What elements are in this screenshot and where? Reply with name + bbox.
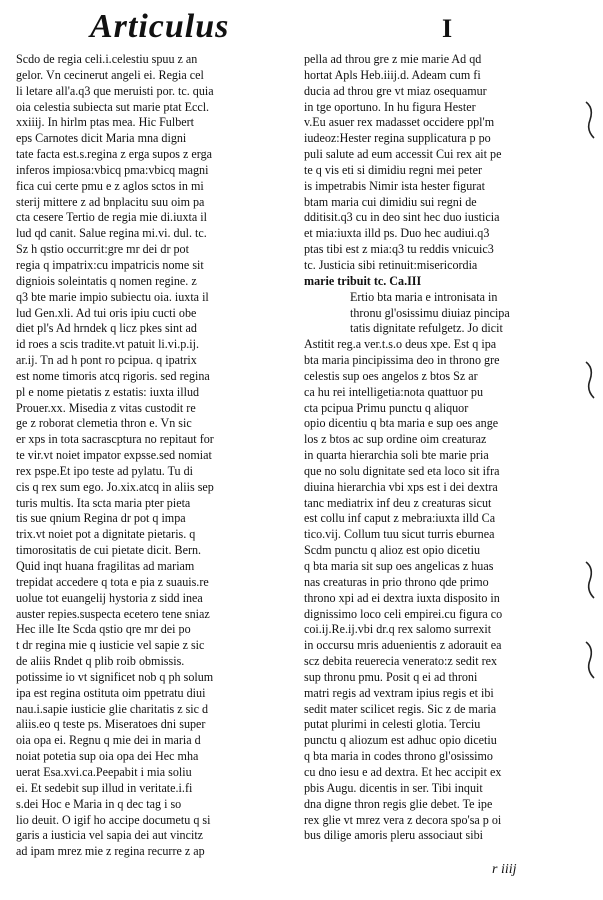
text-line: timorositatis de cui pietate dicit. Bern. bbox=[16, 543, 202, 558]
text-line: btam maria cui dimidiu sui regni de bbox=[304, 194, 477, 209]
text-line: thronu gl'osissimu diuiaz pincipa bbox=[350, 305, 510, 320]
text-line: tate facta est.s.regina z erga supos z erga bbox=[16, 147, 212, 162]
folio-number: I bbox=[442, 14, 453, 43]
text-line: q bta maria sit sup oes angelicas z huas bbox=[304, 559, 494, 573]
text-line: ca hu rei intelligetia:nota quattuor pu bbox=[304, 384, 483, 399]
text-line: Sz h qstio occurrit:gre mr dei dr pot bbox=[16, 242, 189, 257]
text-line: hortat Apls Heb.iiij.d. Adeam cum fi bbox=[304, 67, 481, 82]
text-line: matri regis ad vextram ipius regis et ibi bbox=[304, 685, 494, 700]
text-line: sterij mittere z ad bnplacitu suu oim pa bbox=[16, 194, 205, 209]
text-line: ptas tibi est z mia:q3 tu reddis vnicuic3 bbox=[304, 242, 494, 257]
text-line: te q vis eti si dimidiu regni mei peter bbox=[304, 162, 483, 177]
text-line: sedit mater scilicet regis. Sic z de maria bbox=[304, 701, 497, 716]
running-head: Articulus bbox=[90, 8, 230, 45]
text-line: auster repies.suspecta ecetero tene sniaz bbox=[16, 606, 210, 621]
text-line: in quarta hierarchia soli bte marie pria bbox=[304, 448, 489, 463]
text-line: gelor. Vn cecinerut angeli ei. Regia cel bbox=[16, 67, 204, 82]
text-line: xxiiij. In hirlm ptas mea. Hic Fulbert bbox=[16, 115, 195, 130]
text-line: los z btos ac sup ordine oim creaturaz bbox=[304, 432, 487, 447]
text-line: nas creaturas in prio throno qde primo bbox=[304, 574, 489, 589]
text-line: rex pspe.Et ipo teste ad pylatu. Tu di bbox=[16, 463, 194, 478]
text-line: diuina hierarchia vbi xps est i dei dextra bbox=[304, 479, 498, 494]
text-line: sup thronu pmu. Posit q ei ad throni bbox=[304, 669, 478, 684]
text-line: tc. Justicia sibi retinuit:misericordia bbox=[304, 257, 478, 272]
text-line: te vir.vt noiet impator expsse.sed nomiat bbox=[16, 448, 212, 463]
text-line: dna digne thron regis glie debet. Te ipe bbox=[304, 796, 493, 811]
text-line: bus dilige amoris pleru associaut sibi bbox=[304, 828, 484, 843]
text-line: punctu q aliozum est adhuc opio dicetiu bbox=[304, 733, 497, 748]
text-line: dignissimo loco celi empirei.cu figura co bbox=[304, 606, 503, 621]
text-line: turis multis. Ita scta maria pter pieta bbox=[16, 495, 191, 510]
text-line: putat plurimi in celesti glotia. Terciu bbox=[304, 717, 481, 732]
text-line: oia opa ei. Regnu q mie dei in maria d bbox=[16, 733, 201, 748]
text-line: potissime io vt significet nob q ph solum bbox=[16, 669, 214, 684]
text-line: regia q impatrix:cu impatricis nome sit bbox=[16, 257, 204, 272]
text-line: de aliis Rndet q plib roib obmissis. bbox=[16, 654, 185, 669]
text-line: ipa est regina ostituta oim ppetratu diui bbox=[16, 685, 206, 700]
text-line: que no solu dignitate sed eta loco sit ifra bbox=[304, 463, 500, 478]
text-line: iudeoz:Hester regina supplicatura p po bbox=[304, 131, 491, 146]
text-line: ducia ad throu gre vt miaz osequamur bbox=[304, 83, 487, 98]
text-line: Hec ille Ite Scda qstio qre mr dei po bbox=[16, 622, 191, 637]
text-line: ge z roborat clemetia thron e. Vn sic bbox=[16, 416, 192, 431]
text-line: est collu inf caput z mebra:iuxta illd Ca bbox=[304, 511, 496, 526]
text-line: ei. Et sedebit sup illud in veritate.i.fi bbox=[16, 780, 193, 795]
text-line: trix.vt noiet pot a dignitate pietaris. q bbox=[16, 527, 196, 542]
text-line: Scdo de regia celi.i.celestiu spuu z an bbox=[16, 52, 198, 66]
text-line: Astitit reg.a ver.t.s.o deus xpe. Est q ipa bbox=[304, 337, 497, 352]
text-line: in tge oportuno. In hu figura Hester bbox=[304, 99, 476, 114]
text-line: puli salute ad eum accessit Cui rex ait pe bbox=[304, 147, 502, 162]
text-line: s.dei Hoc e Maria in q dec tag i so bbox=[16, 796, 182, 811]
text-line: uolue tot euangelij hystoria z sidd inea bbox=[16, 590, 203, 605]
margin-bracket-mark bbox=[584, 360, 596, 400]
left-column bbox=[16, 52, 288, 860]
text-line: diet pl's Ad hrndek q licz pkes sint ad bbox=[16, 321, 197, 336]
text-line: coi.ij.Re.ij.vbi dr.q rex salomo surrexit bbox=[304, 622, 492, 637]
text-line: Quid inqt huana fragilitas ad mariam bbox=[16, 559, 195, 573]
text-line: ad ipam mrez mie z regina recurre z ap bbox=[16, 844, 205, 859]
text-line: cu dno iesu e ad dextra. Et hec accipit ex bbox=[304, 764, 502, 779]
text-line: digniois soleintatis q nomen regine. z bbox=[16, 273, 197, 288]
text-line: Ertio bta maria e intronisata in bbox=[350, 289, 498, 304]
text-line: bta maria pincipissima deo in throno gre bbox=[304, 353, 500, 368]
text-line: Prouer.xx. Misedia z vitas custodit re bbox=[16, 400, 196, 415]
text-line: celestis sup oes angelos z btos Sz ar bbox=[304, 368, 478, 383]
text-line: scz debita reuerecia venerato:z sedit rex bbox=[304, 654, 498, 669]
margin-bracket-mark bbox=[584, 560, 596, 600]
text-line: opio dicentiu q bta maria e sup oes ange bbox=[304, 416, 499, 431]
text-line: et mia:iuxta illd ps. Duo hec audiui.q3 bbox=[304, 226, 490, 241]
text-line: id roes a scis tradite.vt patuit li.vi.p.ij. bbox=[16, 337, 200, 352]
margin-bracket-mark bbox=[584, 100, 596, 140]
right-column bbox=[304, 52, 576, 844]
text-line: trepidat accedere q tota e pia z suauis.re bbox=[16, 574, 209, 589]
text-line: Scdm punctu q alioz est opio dicetiu bbox=[304, 543, 480, 558]
signature-mark: r iiij bbox=[492, 862, 517, 877]
text-line: garis a iusticia vel sapia dei aut vincitz bbox=[16, 828, 204, 843]
text-line: fica cui certe pmu e z aglos sctos in mi bbox=[16, 178, 204, 193]
text-line: cta pcipua Primu punctu q aliquor bbox=[304, 400, 469, 415]
text-line: lud Gen.xli. Ad tui oris ipiu cucti obe bbox=[16, 305, 197, 320]
text-line: aliis.eo q teste ps. Miseratoes dni super bbox=[16, 717, 206, 732]
text-line: is impetrabis Nimir ista hester figurat bbox=[304, 178, 486, 193]
text-line: eps Carnotes dicit Maria mna digni bbox=[16, 131, 187, 146]
margin-bracket-mark bbox=[584, 640, 596, 680]
text-line: tis sue qnium Regina dr pot q impa bbox=[16, 511, 186, 526]
text-line: v.Eu asuer rex madasset occidere ppl'm bbox=[304, 115, 495, 130]
text-line: noiat potetia sup oia opa dei Hec mha bbox=[16, 749, 199, 764]
text-line: er xps in tota sacrascptura no repitaut for bbox=[16, 432, 214, 447]
text-line: tico.vij. Collum tuu sicut turris eburnea bbox=[304, 527, 495, 542]
text-line: in occursu mris aduenientis z adorauit ea bbox=[304, 638, 502, 653]
text-line: q bta maria in codes throno gl'osissimo bbox=[304, 749, 493, 764]
text-line: uerat Esa.xvi.ca.Peepabit i mia soliu bbox=[16, 764, 192, 779]
text-line: pl e nome pietatis z estatis: iuxta illud bbox=[16, 384, 200, 399]
text-line: cis q rex sum ego. Jo.xix.atcq in aliis sep bbox=[16, 479, 214, 494]
text-line: lio deuit. O igif ho accipe documetu q si bbox=[16, 812, 211, 827]
text-line: li letare all'a.q3 que meruisti por. tc. quia bbox=[16, 83, 214, 98]
text-line: q3 bte marie impio subiectu oia. iuxta il bbox=[16, 289, 209, 304]
text-line: tanc mediatrix inf deu z creaturas sicut bbox=[304, 495, 492, 510]
text-line: throno xpi ad ei dextra iuxta disposito in bbox=[304, 590, 500, 605]
text-line: t dr regina mie q iusticie vel sapie z sic bbox=[16, 638, 205, 653]
text-line: ar.ij. Tn ad h pont ro pcipua. q ipatrix bbox=[16, 353, 197, 368]
text-line: rex glie vt mrez vera z decora spo'sa p oi bbox=[304, 812, 502, 827]
text-line: marie tribuit tc. Ca.III bbox=[304, 273, 422, 288]
text-line: pella ad throu gre z mie marie Ad qd bbox=[304, 52, 482, 66]
text-line: nau.i.sapie iusticie glie charitatis z sic d bbox=[16, 701, 209, 716]
text-line: est nome timoris atcq rigoris. sed regina bbox=[16, 368, 210, 383]
text-line: oia celestia subiecta sut marie ptat Eccl. bbox=[16, 99, 210, 114]
text-line: dditisit.q3 cu in deo sint hec duo iusticia bbox=[304, 210, 500, 225]
text-line: pbis Augu. dicentis in ser. Tibi inquit bbox=[304, 780, 483, 795]
text-line: tatis dignitate refulgetz. Jo dicit bbox=[350, 321, 503, 336]
text-line: lud qd canit. Salue regina mi.vi. dul. tc. bbox=[16, 226, 207, 241]
text-line: inferos impiosa:vbicq pma:vbicq magni bbox=[16, 162, 209, 177]
text-line: cta cesere Tertio de regia mie di.iuxta il bbox=[16, 210, 208, 225]
